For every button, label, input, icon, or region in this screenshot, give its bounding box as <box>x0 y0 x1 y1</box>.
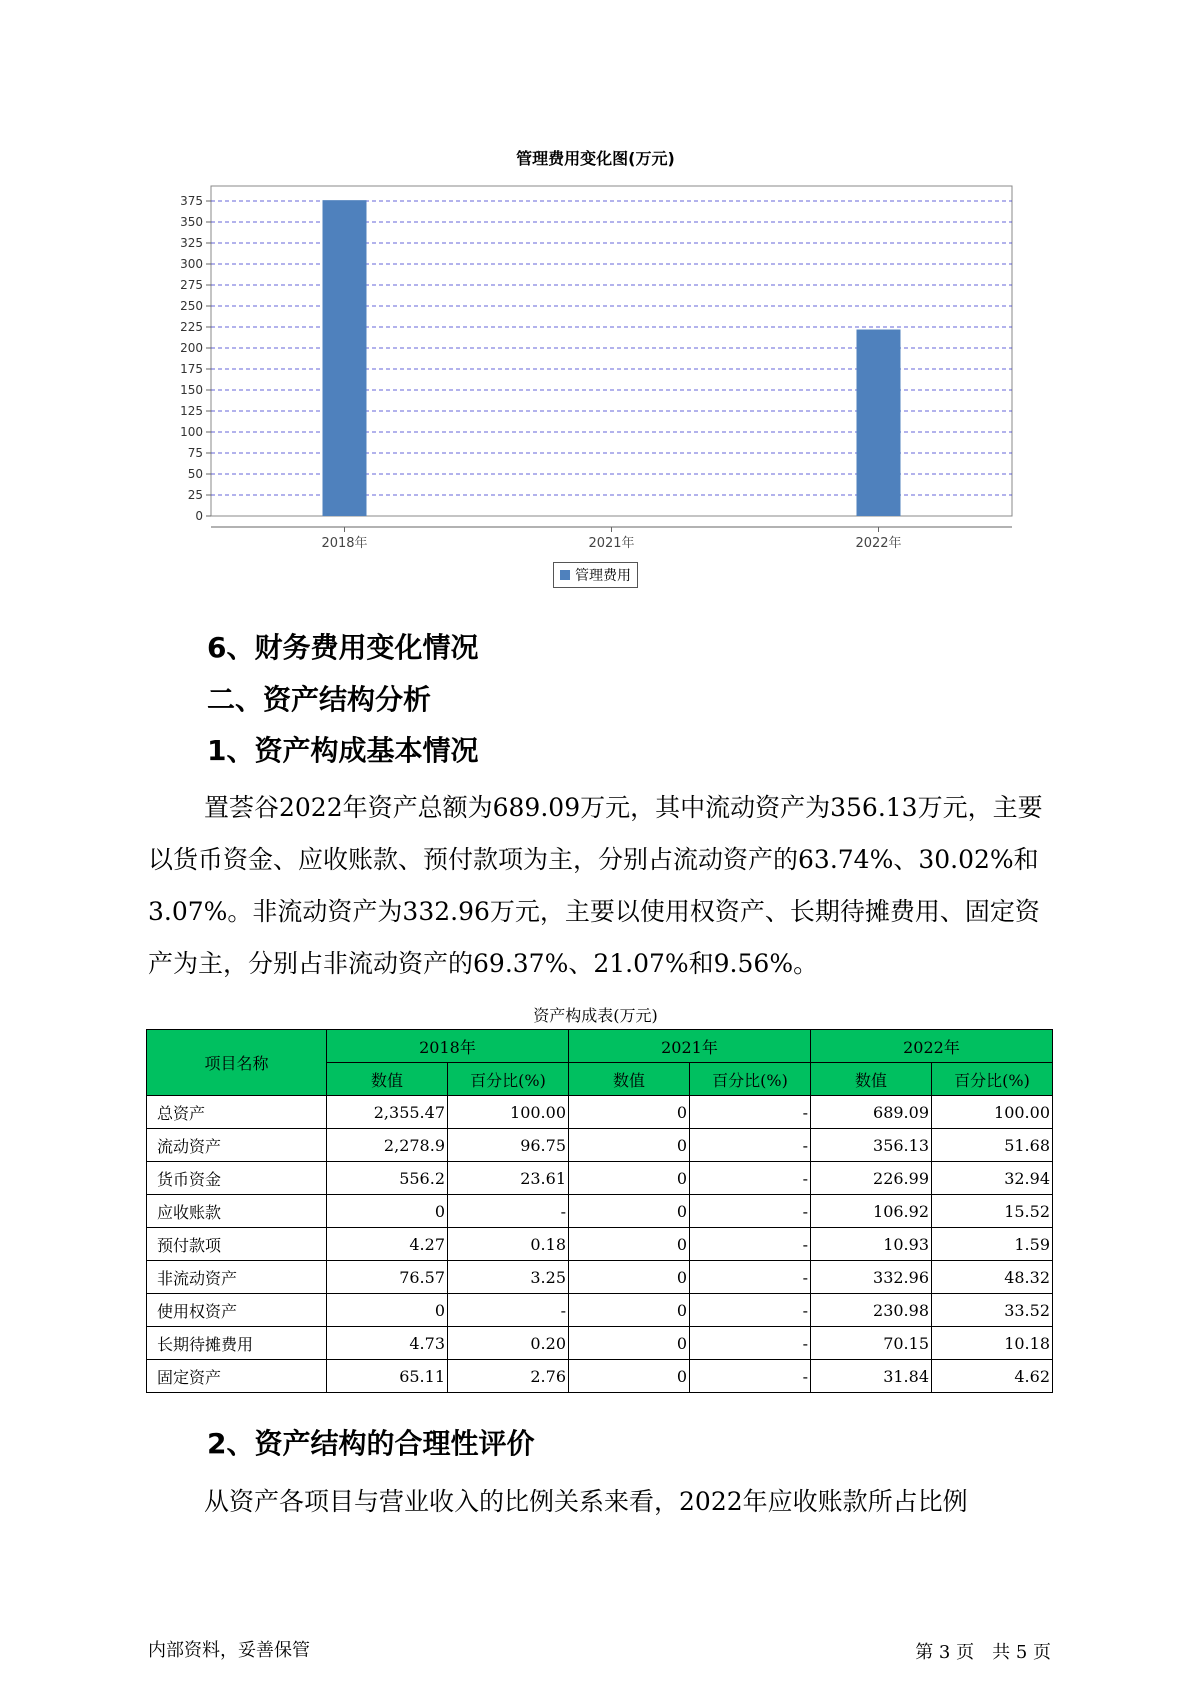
table-cell: 0.20 <box>448 1327 569 1360</box>
y-tick-label: 150 <box>180 383 203 397</box>
table-cell: - <box>690 1294 811 1327</box>
row-label: 非流动资产 <box>147 1261 327 1294</box>
x-tick-label: 2018年 <box>321 536 368 551</box>
table-cell: 106.92 <box>811 1195 932 1228</box>
table-cell: - <box>690 1360 811 1393</box>
table-cell: 33.52 <box>932 1294 1053 1327</box>
table-cell: 0 <box>569 1129 690 1162</box>
legend-swatch <box>560 570 570 580</box>
table-cell: 15.52 <box>932 1195 1053 1228</box>
y-tick-label: 25 <box>187 488 203 502</box>
table-cell: 70.15 <box>811 1327 932 1360</box>
table-cell: 0 <box>569 1096 690 1129</box>
table-cell: 4.27 <box>327 1228 448 1261</box>
table-cell: 2,355.47 <box>327 1096 448 1129</box>
table-cell: 100.00 <box>932 1096 1053 1129</box>
table-cell: - <box>448 1195 569 1228</box>
table-cell: 230.98 <box>811 1294 932 1327</box>
table-cell: 3.25 <box>448 1261 569 1294</box>
y-tick-label: 0 <box>195 509 203 523</box>
table-cell: 0 <box>569 1228 690 1261</box>
y-tick-label: 275 <box>180 278 203 292</box>
table-row <box>147 1294 1053 1327</box>
header-year-2018: 2018年 <box>327 1030 569 1063</box>
table-row <box>147 1228 1053 1261</box>
subheader-value: 数值 <box>569 1063 690 1096</box>
table-cell: 1.59 <box>932 1228 1053 1261</box>
paragraph-asset-summary-text: 置荟谷2022年资产总额为689.09万元，其中流动资产为356.13万元，主要以货币资金、应收账款、预付款项为主，分别占流动资产的63.74%、30.02%和3.07%。非流动资产为332.96万元，主要以使用权资产、长期待摊费用、固定资产为主，分别占非流动资产的69.37%、21.07%和9.56%。 <box>148 793 1043 978</box>
table-row <box>147 1129 1053 1162</box>
y-tick-label: 300 <box>180 257 203 271</box>
table-cell: - <box>690 1327 811 1360</box>
header-year-2022: 2022年 <box>811 1030 1053 1063</box>
table-cell: 689.09 <box>811 1096 932 1129</box>
table-cell: 2,278.9 <box>327 1129 448 1162</box>
paragraph-revenue-ratio-text: 从资产各项目与营业收入的比例关系来看，2022年应收账款所占比例 <box>204 1487 968 1516</box>
row-label: 货币资金 <box>147 1162 327 1195</box>
row-label: 预付款项 <box>147 1228 327 1261</box>
table-cell: 10.93 <box>811 1228 932 1261</box>
table-cell: 0 <box>569 1195 690 1228</box>
y-tick-label: 250 <box>180 299 203 313</box>
y-tick-label: 350 <box>180 215 203 229</box>
y-tick-label: 375 <box>180 194 203 208</box>
table-cell: 332.96 <box>811 1261 932 1294</box>
table-cell: 96.75 <box>448 1129 569 1162</box>
table-cell: 32.94 <box>932 1162 1053 1195</box>
y-tick-label: 325 <box>180 236 203 250</box>
bar-chart <box>0 0 1191 560</box>
table-row <box>147 1327 1053 1360</box>
subheader-percent: 百分比(%) <box>448 1063 569 1096</box>
x-tick-label: 2021年 <box>588 536 635 551</box>
paragraph-asset-summary <box>148 782 1050 990</box>
table-cell: - <box>448 1294 569 1327</box>
table-cell: 100.00 <box>448 1096 569 1129</box>
heading-asset-structure: 二、资产结构分析 <box>207 683 432 716</box>
legend-label: 管理费用 <box>575 568 631 584</box>
subheader-value: 数值 <box>811 1063 932 1096</box>
table-cell: 0 <box>569 1261 690 1294</box>
x-tick-label: 2022年 <box>855 536 902 551</box>
heading-finance-expense: 6、财务费用变化情况 <box>207 631 479 664</box>
table-cell: - <box>690 1261 811 1294</box>
table-cell: 2.76 <box>448 1360 569 1393</box>
y-tick-label: 50 <box>187 467 203 481</box>
table-cell: 23.61 <box>448 1162 569 1195</box>
asset-table <box>146 1029 1053 1393</box>
table-cell: 356.13 <box>811 1129 932 1162</box>
table-cell: 0 <box>327 1294 448 1327</box>
table-row <box>147 1096 1053 1129</box>
table-cell: 51.68 <box>932 1129 1053 1162</box>
table-cell: - <box>690 1162 811 1195</box>
y-tick-label: 225 <box>180 320 203 334</box>
bar <box>323 200 367 516</box>
subheader-value: 数值 <box>327 1063 448 1096</box>
table-cell: - <box>690 1228 811 1261</box>
table-cell: 65.11 <box>327 1360 448 1393</box>
table-cell: 48.32 <box>932 1261 1053 1294</box>
table-cell: 226.99 <box>811 1162 932 1195</box>
chart-legend <box>553 562 638 588</box>
table-cell: 0 <box>569 1294 690 1327</box>
table-cell: 556.2 <box>327 1162 448 1195</box>
footer-page-number: 第 3 页 共 5 页 <box>915 1642 1051 1663</box>
row-label: 长期待摊费用 <box>147 1327 327 1360</box>
table-row <box>147 1360 1053 1393</box>
bar <box>857 330 901 516</box>
header-year-2021: 2021年 <box>569 1030 811 1063</box>
heading-asset-rationality: 2、资产结构的合理性评价 <box>207 1427 535 1460</box>
table-cell: 0.18 <box>448 1228 569 1261</box>
table-cell: 10.18 <box>932 1327 1053 1360</box>
table-cell: - <box>690 1195 811 1228</box>
row-label: 应收账款 <box>147 1195 327 1228</box>
y-tick-label: 75 <box>187 446 203 460</box>
paragraph-revenue-ratio <box>148 1476 1050 1528</box>
y-tick-label: 175 <box>180 362 203 376</box>
table-caption: 资产构成表(万元) <box>533 1006 658 1025</box>
row-label: 流动资产 <box>147 1129 327 1162</box>
table-cell: 31.84 <box>811 1360 932 1393</box>
table-row <box>147 1162 1053 1195</box>
heading-asset-composition: 1、资产构成基本情况 <box>207 734 479 767</box>
table-row <box>147 1195 1053 1228</box>
table-cell: 4.62 <box>932 1360 1053 1393</box>
table-cell: 4.73 <box>327 1327 448 1360</box>
table-row <box>147 1261 1053 1294</box>
row-label: 固定资产 <box>147 1360 327 1393</box>
y-tick-label: 100 <box>180 425 203 439</box>
y-tick-label: 200 <box>180 341 203 355</box>
row-label: 总资产 <box>147 1096 327 1129</box>
y-tick-label: 125 <box>180 404 203 418</box>
table-cell: 0 <box>569 1360 690 1393</box>
footer-confidential: 内部资料，妥善保管 <box>148 1640 310 1661</box>
table-cell: 76.57 <box>327 1261 448 1294</box>
table-cell: 0 <box>327 1195 448 1228</box>
table-cell: 0 <box>569 1162 690 1195</box>
subheader-percent: 百分比(%) <box>690 1063 811 1096</box>
row-label: 使用权资产 <box>147 1294 327 1327</box>
table-cell: - <box>690 1096 811 1129</box>
table-body <box>147 1096 1053 1393</box>
table-cell: 0 <box>569 1327 690 1360</box>
table-cell: - <box>690 1129 811 1162</box>
header-item-name: 项目名称 <box>147 1030 327 1096</box>
subheader-percent: 百分比(%) <box>932 1063 1053 1096</box>
chart-title: 管理费用变化图(万元) <box>516 149 675 168</box>
